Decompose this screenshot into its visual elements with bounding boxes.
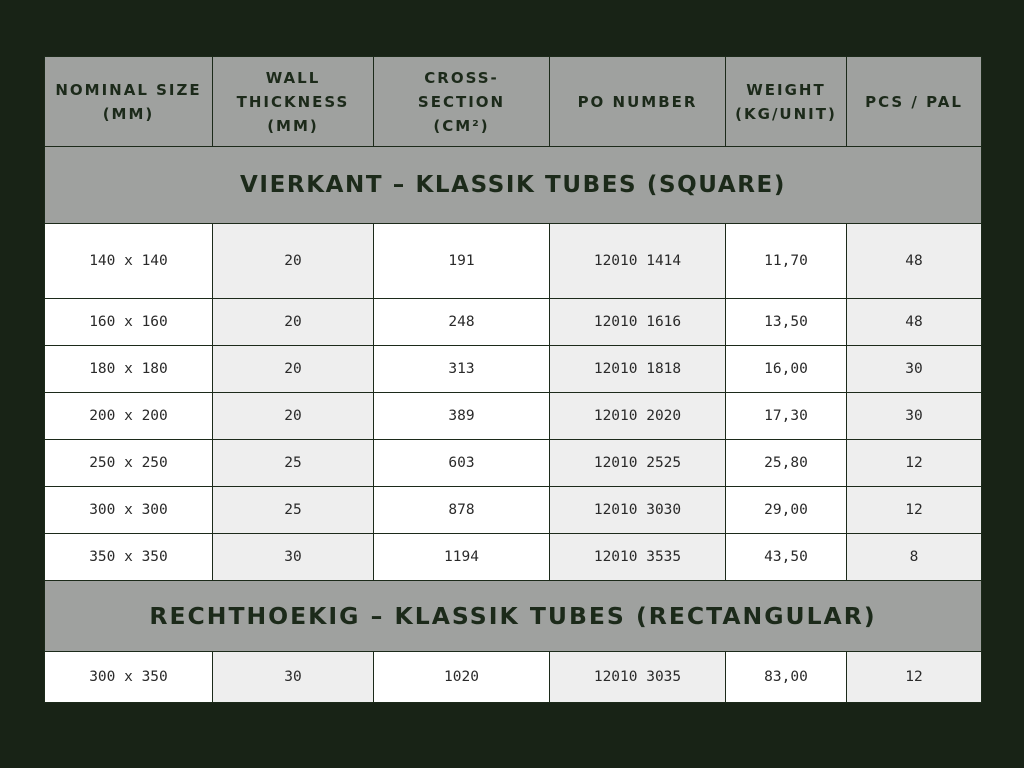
cell-cross-section: 603 (374, 440, 550, 487)
cell-nominal-size: 250 x 250 (45, 440, 213, 487)
cell-weight: 43,50 (726, 534, 847, 581)
cell-po-number: 12010 2525 (550, 440, 726, 487)
section-heading-row (45, 147, 982, 224)
header-cross-section: CROSS-SECTION (CM²) (374, 57, 550, 147)
section-title-square: VIERKANT – KLASSIK TUBES (SQUARE) (45, 147, 982, 224)
cell-wall-thickness: 20 (213, 224, 374, 299)
table-row (45, 440, 982, 487)
cell-cross-section: 1020 (374, 652, 550, 703)
section-title-rectangular: RECHTHOEKIG – KLASSIK TUBES (RECTANGULAR) (45, 581, 982, 652)
cell-pcs-per-pallet: 48 (847, 224, 982, 299)
cell-nominal-size: 300 x 350 (45, 652, 213, 703)
cell-weight: 11,70 (726, 224, 847, 299)
cell-wall-thickness: 20 (213, 299, 374, 346)
table-row (45, 299, 982, 346)
cell-cross-section: 1194 (374, 534, 550, 581)
cell-po-number: 12010 1616 (550, 299, 726, 346)
cell-po-number: 12010 1818 (550, 346, 726, 393)
table-row (45, 224, 982, 299)
table-row (45, 652, 982, 703)
table-header (45, 57, 982, 147)
cell-nominal-size: 180 x 180 (45, 346, 213, 393)
cell-weight: 83,00 (726, 652, 847, 703)
cell-pcs-per-pallet: 12 (847, 487, 982, 534)
table-body (45, 147, 982, 703)
header-row (45, 57, 982, 147)
cell-wall-thickness: 20 (213, 346, 374, 393)
cell-nominal-size: 300 x 300 (45, 487, 213, 534)
cell-po-number: 12010 3535 (550, 534, 726, 581)
cell-wall-thickness: 25 (213, 440, 374, 487)
cell-pcs-per-pallet: 8 (847, 534, 982, 581)
table-row (45, 534, 982, 581)
cell-weight: 25,80 (726, 440, 847, 487)
header-nominal-size: NOMINAL SIZE (MM) (45, 57, 213, 147)
cell-nominal-size: 140 x 140 (45, 224, 213, 299)
cell-wall-thickness: 20 (213, 393, 374, 440)
product-table-sheet (44, 56, 981, 701)
cell-wall-thickness: 30 (213, 534, 374, 581)
cell-wall-thickness: 30 (213, 652, 374, 703)
header-wall-thickness: WALL THICKNESS (MM) (213, 57, 374, 147)
cell-pcs-per-pallet: 48 (847, 299, 982, 346)
cell-nominal-size: 160 x 160 (45, 299, 213, 346)
section-heading-row (45, 581, 982, 652)
table-row (45, 487, 982, 534)
cell-wall-thickness: 25 (213, 487, 374, 534)
cell-nominal-size: 350 x 350 (45, 534, 213, 581)
cell-po-number: 12010 3035 (550, 652, 726, 703)
header-po-number: PO NUMBER (550, 57, 726, 147)
cell-pcs-per-pallet: 30 (847, 393, 982, 440)
cell-po-number: 12010 3030 (550, 487, 726, 534)
cell-cross-section: 191 (374, 224, 550, 299)
cell-cross-section: 248 (374, 299, 550, 346)
table-row (45, 346, 982, 393)
header-weight: WEIGHT (KG/UNIT) (726, 57, 847, 147)
cell-po-number: 12010 2020 (550, 393, 726, 440)
cell-weight: 17,30 (726, 393, 847, 440)
table-row (45, 393, 982, 440)
cell-weight: 16,00 (726, 346, 847, 393)
cell-cross-section: 389 (374, 393, 550, 440)
cell-po-number: 12010 1414 (550, 224, 726, 299)
cell-weight: 13,50 (726, 299, 847, 346)
cell-pcs-per-pallet: 12 (847, 652, 982, 703)
cell-pcs-per-pallet: 30 (847, 346, 982, 393)
cell-pcs-per-pallet: 12 (847, 440, 982, 487)
cell-cross-section: 878 (374, 487, 550, 534)
header-pcs-per-pallet: PCS / PAL (847, 57, 982, 147)
cell-nominal-size: 200 x 200 (45, 393, 213, 440)
cell-cross-section: 313 (374, 346, 550, 393)
cell-weight: 29,00 (726, 487, 847, 534)
product-table (44, 56, 982, 703)
